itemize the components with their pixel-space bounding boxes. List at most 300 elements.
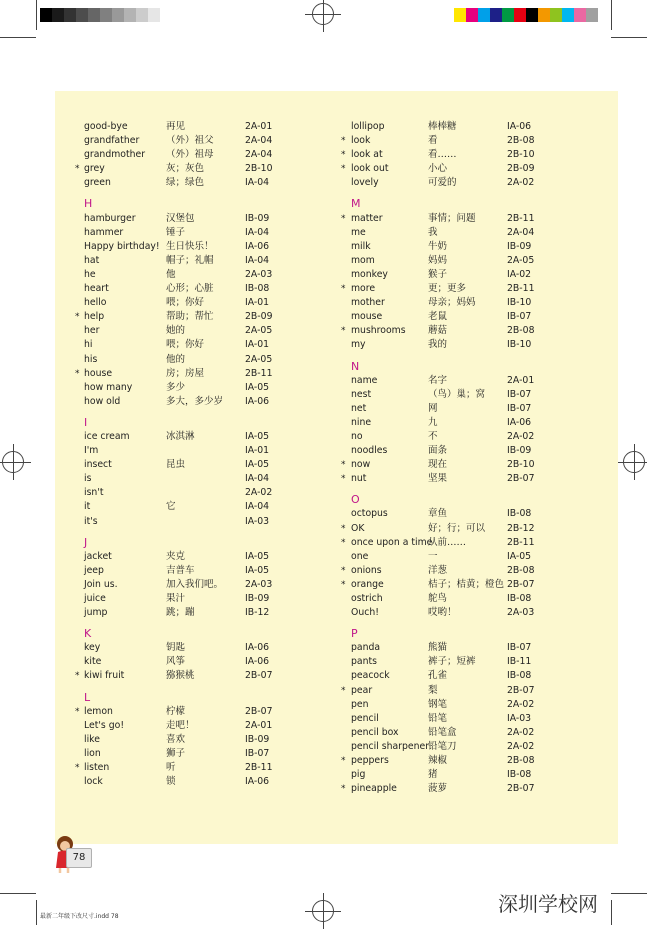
entry-unit-code: 2B-07 xyxy=(507,684,535,696)
calibration-swatch xyxy=(526,8,538,22)
entry-star-marker: * xyxy=(341,685,346,696)
color-calibration-bar xyxy=(454,8,598,22)
entry-chinese: 章鱼 xyxy=(428,508,448,520)
glossary-entry xyxy=(325,120,585,134)
entry-chinese: 他的 xyxy=(166,353,186,365)
glossary-entry xyxy=(325,268,585,282)
entry-unit-code: 2A-03 xyxy=(245,578,273,590)
calibration-swatch xyxy=(64,8,76,22)
entry-chinese: （鸟）巢；窝 xyxy=(428,388,486,400)
entry-word: Ouch! xyxy=(351,607,379,619)
entry-word: one xyxy=(351,550,369,562)
glossary-entry xyxy=(55,381,315,395)
calibration-swatch xyxy=(490,8,502,22)
entry-unit-code: IA-05 xyxy=(245,430,270,442)
glossary-entry xyxy=(55,296,315,310)
glossary-entry xyxy=(325,296,585,310)
glossary-entry xyxy=(55,550,315,564)
entry-unit-code: 2B-11 xyxy=(507,212,535,224)
entry-chinese: 昆虫 xyxy=(166,459,186,471)
entry-word: look out xyxy=(351,163,389,175)
entry-word: pig xyxy=(351,769,366,781)
entry-word: nine xyxy=(351,416,372,428)
glossary-entry xyxy=(55,669,315,683)
footer-file-name: 最新二年级下改尺寸.indd 78 xyxy=(40,913,119,920)
entry-chinese: 裤子；短裤 xyxy=(428,656,476,668)
entry-unit-code: IA-06 xyxy=(507,121,532,132)
entry-star-marker: * xyxy=(75,671,80,682)
entry-chinese: 钢笔 xyxy=(428,698,448,710)
entry-unit-code: IB-08 xyxy=(507,670,532,682)
glossary-entry xyxy=(55,240,315,254)
entry-unit-code: IB-08 xyxy=(245,283,270,295)
glossary-entry xyxy=(55,176,315,190)
entry-unit-code: IB-09 xyxy=(507,240,532,252)
entry-star-marker: * xyxy=(341,474,346,485)
glossary-entry xyxy=(55,641,315,655)
glossary-entry xyxy=(325,416,585,430)
entry-chinese: （外）祖父 xyxy=(166,135,214,147)
entry-chinese: 猴子 xyxy=(428,268,448,280)
entry-word: Join us. xyxy=(84,578,118,590)
entry-unit-code: 2B-08 xyxy=(507,135,535,147)
entry-chinese: 可爱的 xyxy=(428,177,457,189)
registration-mark-left xyxy=(2,451,24,473)
entry-word: lemon xyxy=(84,705,113,717)
glossary-entry xyxy=(55,775,315,789)
entry-unit-code: IA-04 xyxy=(245,177,270,189)
entry-unit-code: IA-02 xyxy=(507,268,532,280)
entry-unit-code: 2A-02 xyxy=(507,177,535,189)
calibration-swatch xyxy=(562,8,574,22)
entry-unit-code: IB-10 xyxy=(507,339,532,351)
entry-word: now xyxy=(351,459,371,471)
glossary-entry xyxy=(55,395,315,409)
glossary-entry xyxy=(55,705,315,719)
entry-chinese: 洋葱 xyxy=(428,564,448,576)
crop-mark xyxy=(36,900,37,925)
entry-unit-code: 2A-01 xyxy=(507,374,535,386)
glossary-entry xyxy=(325,338,585,352)
entry-chinese: 吉普车 xyxy=(166,564,195,576)
entry-word: hamburger xyxy=(84,212,136,224)
entry-unit-code: 2A-02 xyxy=(245,487,273,499)
entry-star-marker: * xyxy=(341,537,346,548)
entry-chinese: 九 xyxy=(428,416,438,428)
entry-unit-code: 2A-05 xyxy=(507,254,535,266)
entry-word: pants xyxy=(351,656,377,668)
entry-chinese: 她的 xyxy=(166,325,186,337)
entry-unit-code: IB-07 xyxy=(245,747,270,759)
entry-star-marker: * xyxy=(75,312,80,323)
entry-word: net xyxy=(351,402,367,414)
glossary-entry xyxy=(55,367,315,381)
glossary-entry xyxy=(55,500,315,514)
entry-chinese: 再见 xyxy=(166,121,186,132)
entry-word: ice cream xyxy=(84,430,130,442)
glossary-entry xyxy=(55,458,315,472)
entry-word: pineapple xyxy=(351,783,397,795)
glossary-entry xyxy=(325,458,585,472)
entry-word: insect xyxy=(84,459,112,471)
entry-word: monkey xyxy=(351,268,388,280)
glossary-entry xyxy=(325,782,585,796)
entry-unit-code: 2B-07 xyxy=(507,578,535,590)
entry-chinese: 菠萝 xyxy=(428,783,448,795)
letter-heading xyxy=(55,691,315,705)
glossary-column-right xyxy=(325,120,585,796)
entry-unit-code: IB-10 xyxy=(507,297,532,309)
entry-chinese: 梨 xyxy=(428,684,438,696)
entry-chinese: 冰淇淋 xyxy=(166,430,195,442)
calibration-swatch xyxy=(52,8,64,22)
entry-word: heart xyxy=(84,283,109,295)
entry-unit-code: IB-09 xyxy=(245,733,270,745)
glossary-entry xyxy=(55,592,315,606)
glossary-entry xyxy=(325,430,585,444)
glossary-entry xyxy=(55,254,315,268)
glossary-entry xyxy=(325,578,585,592)
entry-unit-code: 2B-07 xyxy=(245,705,273,717)
glossary-entry xyxy=(325,684,585,698)
entry-chinese: 喂；你好 xyxy=(166,339,205,351)
calibration-swatch xyxy=(466,8,478,22)
glossary-entry xyxy=(55,655,315,669)
entry-unit-code: IB-11 xyxy=(507,656,532,668)
entry-word: pencil box xyxy=(351,726,399,738)
entry-chinese: 我 xyxy=(428,226,438,238)
entry-unit-code: 2B-10 xyxy=(245,163,273,175)
entry-unit-code: IB-08 xyxy=(507,593,532,604)
entry-chinese: 母亲；妈妈 xyxy=(428,297,476,309)
entry-unit-code: IB-09 xyxy=(507,445,532,457)
glossary-entry xyxy=(325,240,585,254)
calibration-swatch xyxy=(502,8,514,22)
entry-unit-code: IA-04 xyxy=(245,473,270,485)
entry-chinese: 猪 xyxy=(428,769,438,781)
glossary-entry xyxy=(55,472,315,486)
crop-mark xyxy=(611,0,612,30)
glossary-entry xyxy=(325,507,585,521)
entry-chinese: 猕猴桃 xyxy=(166,670,195,682)
entry-word: kiwi fruit xyxy=(84,670,125,682)
glossary-entry xyxy=(55,430,315,444)
glossary-page xyxy=(55,91,618,844)
letter-heading-text: H xyxy=(84,197,93,211)
glossary-entry xyxy=(55,310,315,324)
registration-mark-right xyxy=(623,451,645,473)
entry-unit-code: 2B-07 xyxy=(507,473,535,485)
entry-chinese: 加入我们吧。 xyxy=(166,578,224,590)
letter-heading xyxy=(55,416,315,430)
letter-heading xyxy=(325,627,585,641)
entry-unit-code: IB-07 xyxy=(507,388,532,400)
glossary-entry xyxy=(325,148,585,162)
calibration-swatch xyxy=(586,8,598,22)
glossary-entry xyxy=(55,515,315,529)
glossary-entry xyxy=(325,768,585,782)
entry-word: look at xyxy=(351,149,383,161)
calibration-swatch xyxy=(112,8,124,22)
glossary-entry xyxy=(55,162,315,176)
entry-chinese: 生日快乐！ xyxy=(166,240,214,252)
glossary-entry xyxy=(325,226,585,240)
calibration-swatch xyxy=(478,8,490,22)
entry-chinese: 风筝 xyxy=(166,656,186,668)
entry-chinese: 帮助；帮忙 xyxy=(166,311,214,323)
entry-star-marker: * xyxy=(341,164,346,175)
glossary-entry xyxy=(55,324,315,338)
entry-chinese: 棒棒糖 xyxy=(428,121,457,132)
entry-word: how many xyxy=(84,381,133,393)
entry-word: peppers xyxy=(351,755,389,767)
entry-unit-code: IA-06 xyxy=(245,395,270,407)
entry-chinese: 锤子 xyxy=(166,226,186,238)
entry-word: Happy birthday! xyxy=(84,240,160,252)
calibration-swatch xyxy=(148,8,160,22)
entry-chinese: 事情；问题 xyxy=(428,212,476,224)
entry-word: milk xyxy=(351,240,371,252)
entry-word: grey xyxy=(84,163,105,175)
entry-unit-code: IA-04 xyxy=(245,226,270,238)
entry-unit-code: 2B-12 xyxy=(507,522,535,534)
entry-chinese: 桔子；桔黄；橙色 xyxy=(428,578,505,590)
entry-chinese: （外）祖母 xyxy=(166,149,214,161)
entry-chinese: 好；行；可以 xyxy=(428,522,486,534)
entry-star-marker: * xyxy=(341,784,346,795)
grayscale-calibration-bar xyxy=(40,8,160,22)
glossary-entry xyxy=(325,282,585,296)
entry-chinese: 狮子 xyxy=(166,747,186,759)
entry-word: lollipop xyxy=(351,121,385,132)
letter-heading-text: K xyxy=(84,627,92,641)
entry-unit-code: 2B-11 xyxy=(245,367,273,379)
crop-mark xyxy=(36,0,37,30)
entry-word: hello xyxy=(84,297,107,309)
entry-unit-code: 2B-08 xyxy=(507,755,535,767)
entry-star-marker: * xyxy=(75,763,80,774)
letter-heading-text: N xyxy=(351,359,360,373)
entry-unit-code: IA-06 xyxy=(245,240,270,252)
entry-word: more xyxy=(351,283,376,295)
glossary-entry xyxy=(325,655,585,669)
entry-unit-code: IA-06 xyxy=(245,656,270,668)
entry-word: he xyxy=(84,268,96,280)
entry-word: grandfather xyxy=(84,135,140,147)
glossary-entry xyxy=(55,719,315,733)
entry-word: panda xyxy=(351,642,381,654)
glossary-entry xyxy=(325,176,585,190)
entry-word: noodles xyxy=(351,445,388,457)
entry-unit-code: 2B-10 xyxy=(507,149,535,161)
glossary-entry xyxy=(55,486,315,500)
entry-chinese: 更；更多 xyxy=(428,283,467,295)
glossary-entry xyxy=(55,226,315,240)
glossary-entry xyxy=(325,444,585,458)
entry-unit-code: 2A-01 xyxy=(245,719,273,731)
entry-star-marker: * xyxy=(341,136,346,147)
entry-chinese: 一 xyxy=(428,550,438,562)
glossary-entry xyxy=(325,212,585,226)
glossary-entry xyxy=(325,324,585,338)
entry-word: lion xyxy=(84,747,101,759)
entry-unit-code: IA-03 xyxy=(507,712,532,724)
glossary-entry xyxy=(325,698,585,712)
entry-word: pencil xyxy=(351,712,379,724)
entry-word: pen xyxy=(351,698,369,710)
entry-unit-code: IB-09 xyxy=(245,212,270,224)
crop-mark xyxy=(611,900,612,925)
entry-unit-code: 2A-05 xyxy=(245,325,273,337)
entry-chinese: 鸵鸟 xyxy=(428,593,448,604)
glossary-entry xyxy=(55,338,315,352)
entry-chinese: 名字 xyxy=(428,374,448,386)
entry-unit-code: IA-06 xyxy=(245,642,270,654)
glossary-entry xyxy=(325,254,585,268)
entry-word: how old xyxy=(84,395,121,407)
glossary-entry xyxy=(325,754,585,768)
entry-word: lock xyxy=(84,776,103,788)
entry-word: good-bye xyxy=(84,121,128,132)
entry-chinese: 他 xyxy=(166,268,176,280)
entry-unit-code: IA-05 xyxy=(245,564,270,576)
entry-word: OK xyxy=(351,522,365,534)
entry-word: hi xyxy=(84,339,93,351)
glossary-entry xyxy=(55,606,315,620)
entry-unit-code: 2A-02 xyxy=(507,740,535,752)
entry-unit-code: IA-03 xyxy=(245,515,270,527)
glossary-entry xyxy=(325,712,585,726)
entry-word: grandmother xyxy=(84,149,146,161)
entry-unit-code: 2B-08 xyxy=(507,564,535,576)
entry-chinese: 不 xyxy=(428,430,438,442)
entry-star-marker: * xyxy=(75,368,80,379)
entry-unit-code: 2B-07 xyxy=(507,783,535,795)
glossary-entry xyxy=(55,733,315,747)
glossary-entry xyxy=(325,134,585,148)
registration-mark-top xyxy=(312,3,334,25)
entry-word: his xyxy=(84,353,98,365)
entry-unit-code: IA-05 xyxy=(507,550,532,562)
calibration-swatch xyxy=(454,8,466,22)
entry-star-marker: * xyxy=(341,213,346,224)
letter-heading xyxy=(325,197,585,211)
entry-chinese: 心形；心脏 xyxy=(166,283,214,295)
entry-unit-code: 2A-02 xyxy=(507,726,535,738)
entry-star-marker: * xyxy=(341,579,346,590)
entry-word: Let's go! xyxy=(84,719,125,731)
crop-mark xyxy=(611,893,647,894)
entry-word: matter xyxy=(351,212,383,224)
entry-chinese: 孔雀 xyxy=(428,670,448,682)
entry-chinese: 铅笔刀 xyxy=(428,740,457,752)
letter-heading-text: O xyxy=(351,493,360,507)
entry-unit-code: IB-07 xyxy=(507,311,532,323)
entry-chinese: 网 xyxy=(428,402,438,414)
entry-chinese: 果汁 xyxy=(166,593,186,604)
entry-unit-code: 2B-09 xyxy=(245,311,273,323)
entry-chinese: 铅笔盒 xyxy=(428,726,457,738)
entry-star-marker: * xyxy=(341,150,346,161)
glossary-entry xyxy=(55,578,315,592)
glossary-entry xyxy=(55,148,315,162)
entry-word: juice xyxy=(84,593,106,604)
glossary-entry xyxy=(55,444,315,458)
entry-chinese: 铅笔 xyxy=(428,712,448,724)
entry-unit-code: 2A-01 xyxy=(245,121,273,132)
glossary-entry xyxy=(325,374,585,388)
entry-unit-code: IB-07 xyxy=(507,402,532,414)
entry-word: listen xyxy=(84,762,110,774)
entry-chinese: 帽子；礼帽 xyxy=(166,254,214,266)
entry-unit-code: 2A-03 xyxy=(245,268,273,280)
entry-chinese: 现在 xyxy=(428,459,448,471)
entry-word: hat xyxy=(84,254,100,266)
entry-unit-code: IA-01 xyxy=(245,339,270,351)
entry-chinese: 走吧！ xyxy=(166,719,195,731)
entry-unit-code: 2A-03 xyxy=(507,607,535,619)
glossary-entry xyxy=(325,388,585,402)
glossary-entry xyxy=(55,134,315,148)
entry-word: it's xyxy=(84,515,98,527)
entry-word: green xyxy=(84,177,111,189)
entry-word: is xyxy=(84,473,92,485)
entry-chinese: 妈妈 xyxy=(428,254,448,266)
glossary-entry xyxy=(55,353,315,367)
glossary-entry xyxy=(325,536,585,550)
entry-chinese: 牛奶 xyxy=(428,240,448,252)
entry-word: jacket xyxy=(84,550,112,562)
entry-word: mouse xyxy=(351,311,383,323)
glossary-entry xyxy=(325,472,585,486)
entry-unit-code: IB-08 xyxy=(507,769,532,781)
calibration-swatch xyxy=(136,8,148,22)
glossary-column-left xyxy=(55,120,315,789)
entry-chinese: 跳；蹦 xyxy=(166,607,195,619)
calibration-swatch xyxy=(88,8,100,22)
entry-star-marker: * xyxy=(341,284,346,295)
entry-chinese: 灰；灰色 xyxy=(166,163,205,175)
entry-unit-code: IB-07 xyxy=(507,642,532,654)
letter-heading xyxy=(55,197,315,211)
glossary-entry xyxy=(325,402,585,416)
entry-unit-code: IB-08 xyxy=(507,508,532,520)
entry-unit-code: IA-04 xyxy=(245,254,270,266)
entry-chinese: 它 xyxy=(166,501,176,513)
entry-chinese: 夹克 xyxy=(166,550,186,562)
entry-chinese: 我的 xyxy=(428,339,448,351)
entry-unit-code: IA-06 xyxy=(245,776,270,788)
entry-word: orange xyxy=(351,578,384,590)
entry-star-marker: * xyxy=(75,706,80,717)
glossary-entry xyxy=(325,550,585,564)
entry-unit-code: 2B-11 xyxy=(507,283,535,295)
letter-heading xyxy=(325,493,585,507)
crop-mark xyxy=(0,893,36,894)
entry-chinese: 钥匙 xyxy=(166,642,186,654)
entry-word: pear xyxy=(351,684,373,696)
letter-heading xyxy=(325,360,585,374)
entry-unit-code: 2A-05 xyxy=(245,353,273,365)
glossary-entry xyxy=(325,162,585,176)
glossary-entry xyxy=(325,564,585,578)
glossary-entry xyxy=(325,726,585,740)
entry-chinese: 汉堡包 xyxy=(166,212,195,224)
letter-heading xyxy=(55,536,315,550)
entry-chinese: 哎哟！ xyxy=(428,607,457,619)
calibration-swatch xyxy=(574,8,586,22)
entry-word: lovely xyxy=(351,177,379,189)
